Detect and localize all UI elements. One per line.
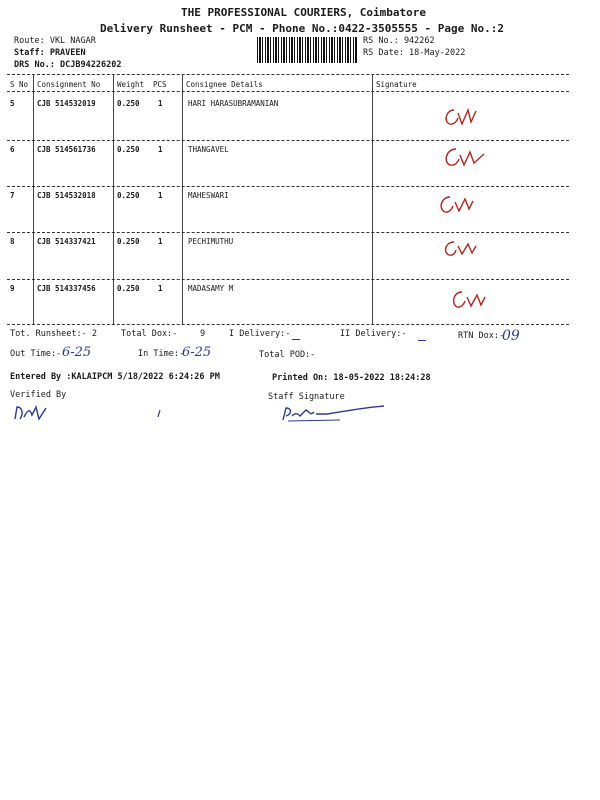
staff-signature-label: Staff Signature <box>268 392 345 402</box>
row-pcs: 1 <box>158 191 163 200</box>
runsheet-title: Delivery Runsheet - PCM - Phone No.:0422-3505555 - Page No.:2 <box>100 22 504 35</box>
row-consignee: MADASAMY M <box>188 284 234 293</box>
handwritten-signature <box>448 288 488 316</box>
entered-by: Entered By :KALAIPCM 5/18/2022 6:24:26 PM <box>10 372 220 382</box>
tot-runsheet: Tot. Runsheet:- 2 <box>10 329 97 339</box>
row-pcs: 1 <box>158 99 163 108</box>
row-pcs: 1 <box>158 237 163 246</box>
row-separator <box>7 232 569 233</box>
col-header-weight: Weight <box>117 80 145 89</box>
row-sno: 8 <box>10 237 15 246</box>
row-consignee: HARI HARASUBRAMANIAN <box>188 99 279 108</box>
verified-by-label: Verified By <box>10 390 67 400</box>
rs-number: RS No.: 942262 <box>363 36 435 46</box>
handwritten-signature <box>440 144 488 174</box>
col-divider <box>182 74 183 324</box>
row-consignment: CJB 514337456 <box>37 284 96 293</box>
rs-date: RS Date: 18-May-2022 <box>363 48 466 58</box>
col-header-pcs: PCS <box>153 80 167 89</box>
row-consignment: CJB 514561736 <box>37 145 96 154</box>
table-top-rule <box>7 74 569 75</box>
company-title: THE PROFESSIONAL COURIERS, Coimbatore <box>181 6 427 19</box>
total-pod-label: Total POD:- <box>259 350 316 360</box>
row-separator <box>7 279 569 280</box>
row-weight: 0.250 <box>117 237 140 246</box>
pen-mark <box>156 404 162 423</box>
row-consignment: CJB 514532018 <box>37 191 96 200</box>
col-divider <box>113 74 114 324</box>
barcode <box>257 37 357 63</box>
ii-delivery-label: II Delivery:- <box>340 329 407 339</box>
row-separator <box>7 186 569 187</box>
drs-number: DRS No.: DCJB94226202 <box>14 60 122 70</box>
row-pcs: 1 <box>158 145 163 154</box>
rtn-dox-handwritten: 09 <box>502 328 520 344</box>
out-time-handwritten: 6-25 <box>62 345 92 360</box>
row-weight: 0.250 <box>117 191 140 200</box>
row-consignee: MAHESWARI <box>188 191 229 200</box>
row-consignment: CJB 514532019 <box>37 99 96 108</box>
col-header-consignee: Consignee Details <box>186 80 263 89</box>
staff-label: Staff: PRAVEEN <box>14 48 86 58</box>
row-weight: 0.250 <box>117 284 140 293</box>
row-sno: 6 <box>10 145 15 154</box>
row-sno: 7 <box>10 191 15 200</box>
handwritten-signature <box>440 104 480 134</box>
row-separator <box>7 140 569 141</box>
out-time-label: Out Time:- <box>10 349 62 359</box>
row-consignment: CJB 514337421 <box>37 237 96 246</box>
staff-signature <box>280 402 390 428</box>
row-pcs: 1 <box>158 284 163 293</box>
total-dox-label: Total Dox:- <box>121 329 178 339</box>
total-dox-value: 9 <box>200 329 206 339</box>
col-header-consignment: Consignment No <box>37 80 101 89</box>
col-divider <box>33 74 34 324</box>
col-divider <box>372 74 373 324</box>
col-header-sno: S No <box>10 80 29 89</box>
handwritten-signature <box>436 192 476 220</box>
ii-delivery-dash <box>418 340 426 341</box>
in-time-handwritten: 6-25 <box>182 345 212 360</box>
row-weight: 0.250 <box>117 99 140 108</box>
in-time-label: In Time:- <box>138 349 185 359</box>
row-consignee: PECHIMUTHU <box>188 237 234 246</box>
row-weight: 0.250 <box>117 145 140 154</box>
row-sno: 9 <box>10 284 15 293</box>
rtn-dox-label: RTN Dox:- <box>458 331 505 341</box>
i-delivery-dash <box>292 339 300 340</box>
verifier-signature <box>12 403 52 427</box>
table-bottom-rule <box>7 324 569 325</box>
row-sno: 5 <box>10 99 15 108</box>
route-label: Route: VKL NAGAR <box>14 36 96 46</box>
handwritten-signature <box>440 238 480 264</box>
table-header-rule <box>7 91 569 92</box>
col-header-signature: Signature <box>376 80 417 89</box>
printed-on: Printed On: 18-05-2022 18:24:28 <box>272 373 431 383</box>
row-consignee: THANGAVEL <box>188 145 229 154</box>
i-delivery-label: I Delivery:- <box>229 329 291 339</box>
